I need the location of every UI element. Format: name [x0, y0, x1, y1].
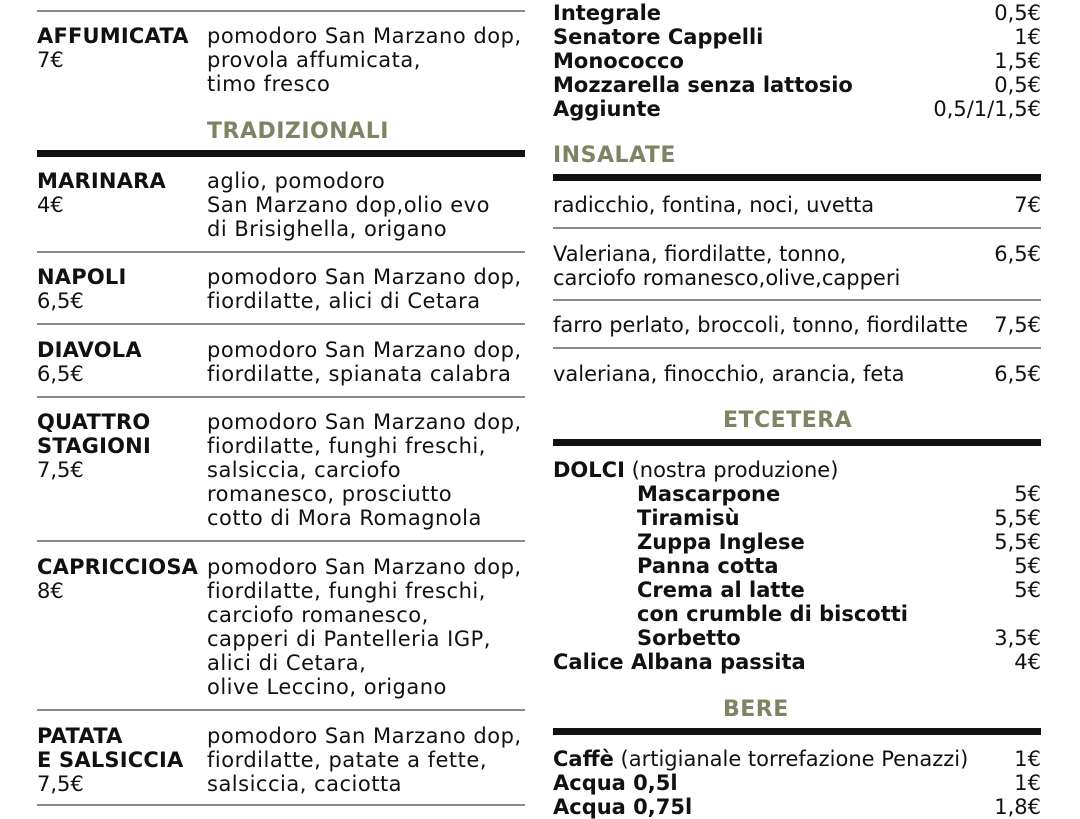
- section-rule: [553, 439, 1041, 446]
- section-rule: [553, 174, 1041, 181]
- item-price: 6,5€: [37, 289, 84, 313]
- item-name: MARINARA: [37, 169, 166, 193]
- item-name: QUATTRO STAGIONI: [37, 410, 151, 458]
- divider: [553, 299, 1041, 301]
- section-rule: [37, 150, 525, 157]
- item-name: CAPRICCIOSA: [37, 555, 199, 579]
- section-title-etcetera: ETCETERA: [723, 408, 853, 433]
- menu-page: AFFUMICATA 7€ pomodoro San Marzano dop, provola affumicata, timo fresco TRADIZIONALI MARINARA 4€ aglio, pomodoro San Marzano dop,olio evo di Brisighella, origano NAPOLI 6,5€ pomodoro San Marzano dop, fiordilatte, alici di Cetara DIAVOLA 6,5€ pomodoro San Marzano dop, fiordilatte, spianata calabra QUATTRO STAGIONI 7,5€ pomodoro San Marzano dop, fiordilatte, funghi freschi, salsiccia, carciofo romanesco, prosciutto cotto di Mora Romagnola CAPRICCIOSA 8€ pomodoro San Marzano dop, fiordilatte, funghi freschi, carciofo romanesco, capperi di Pantelleria IGP, alici di Cetara, olive Leccino, origano PATATA E SALSICCIA 7,5€ pomodoro San Marzano dop, fiordilatte, patate a fette, salsiccia, caciotta Integrale 0,5€ Senatore Cappelli 1€ Monococco 1,5€ Mozzarella senza lattosio 0,5€ Aggiunte 0,5/1/1,5€ INSALATE radicchio, fontina, noci, uvetta 7€ Valeriana, fiordilatte, tonno, 6,5€ carciofo romanesco,olive,capperi farro perlato, broccoli, tonno, fiordilatte 7,5€ valeriana, finocchio, arancia, feta 6,5€ ETCETERA DOLCI (nostra produzione) Mascarpone 5€ Tiramisù 5,5€ Zuppa Inglese 5,5€ Panna cotta 5€ Crema al latte 5€ con crumble di biscotti Sorbetto 3,5€ Calice Albana passita 4€ BERE Caffè (artigianale torrefazione Penazzi) 1€ Acqua 0,5l 1€ Acqua 0,75l 1,8€: [37, 1, 1041, 819]
- item-name: DIAVOLA: [37, 338, 142, 362]
- item-price: 4€: [37, 193, 64, 217]
- item-name: NAPOLI: [37, 265, 127, 289]
- item-name: PATATA E SALSICCIA: [37, 724, 184, 772]
- divider: [37, 540, 525, 542]
- divider: [37, 396, 525, 398]
- divider: [37, 10, 525, 12]
- item-description: pomodoro San Marzano dop, fiordilatte, alici di Cetara: [207, 265, 522, 313]
- section-title-insalate: INSALATE: [553, 143, 676, 168]
- item-description: pomodoro San Marzano dop, provola affumicata, timo fresco: [207, 24, 522, 96]
- section-title-bere: BERE: [723, 697, 789, 722]
- item-description: aglio, pomodoro San Marzano dop,olio evo di Brisighella, origano: [207, 169, 490, 241]
- item-price: 8€: [37, 579, 64, 603]
- item-name: AFFUMICATA: [37, 24, 189, 48]
- divider: [553, 227, 1041, 229]
- item-price: 7,5€: [37, 458, 84, 482]
- item-price: 7€: [37, 48, 64, 72]
- divider: [37, 323, 525, 325]
- item-description: pomodoro San Marzano dop, fiordilatte, funghi freschi, carciofo romanesco, capperi di Pantelleria IGP, alici di Cetara, olive Leccino, origano: [207, 555, 522, 699]
- item-price: 6,5€: [37, 362, 84, 386]
- item-description: pomodoro San Marzano dop, fiordilatte, funghi freschi, salsiccia, carciofo romanesco, prosciutto cotto di Mora Romagnola: [207, 410, 522, 530]
- section-title-tradizionali: TRADIZIONALI: [207, 119, 389, 144]
- divider: [553, 347, 1041, 349]
- item-description: pomodoro San Marzano dop, fiordilatte, patate a fette, salsiccia, caciotta: [207, 724, 522, 796]
- divider: [37, 251, 525, 253]
- divider: [37, 709, 525, 711]
- divider: [37, 804, 525, 806]
- item-price: 7,5€: [37, 772, 84, 796]
- section-rule: [553, 728, 1041, 735]
- item-description: pomodoro San Marzano dop, fiordilatte, spianata calabra: [207, 338, 522, 386]
